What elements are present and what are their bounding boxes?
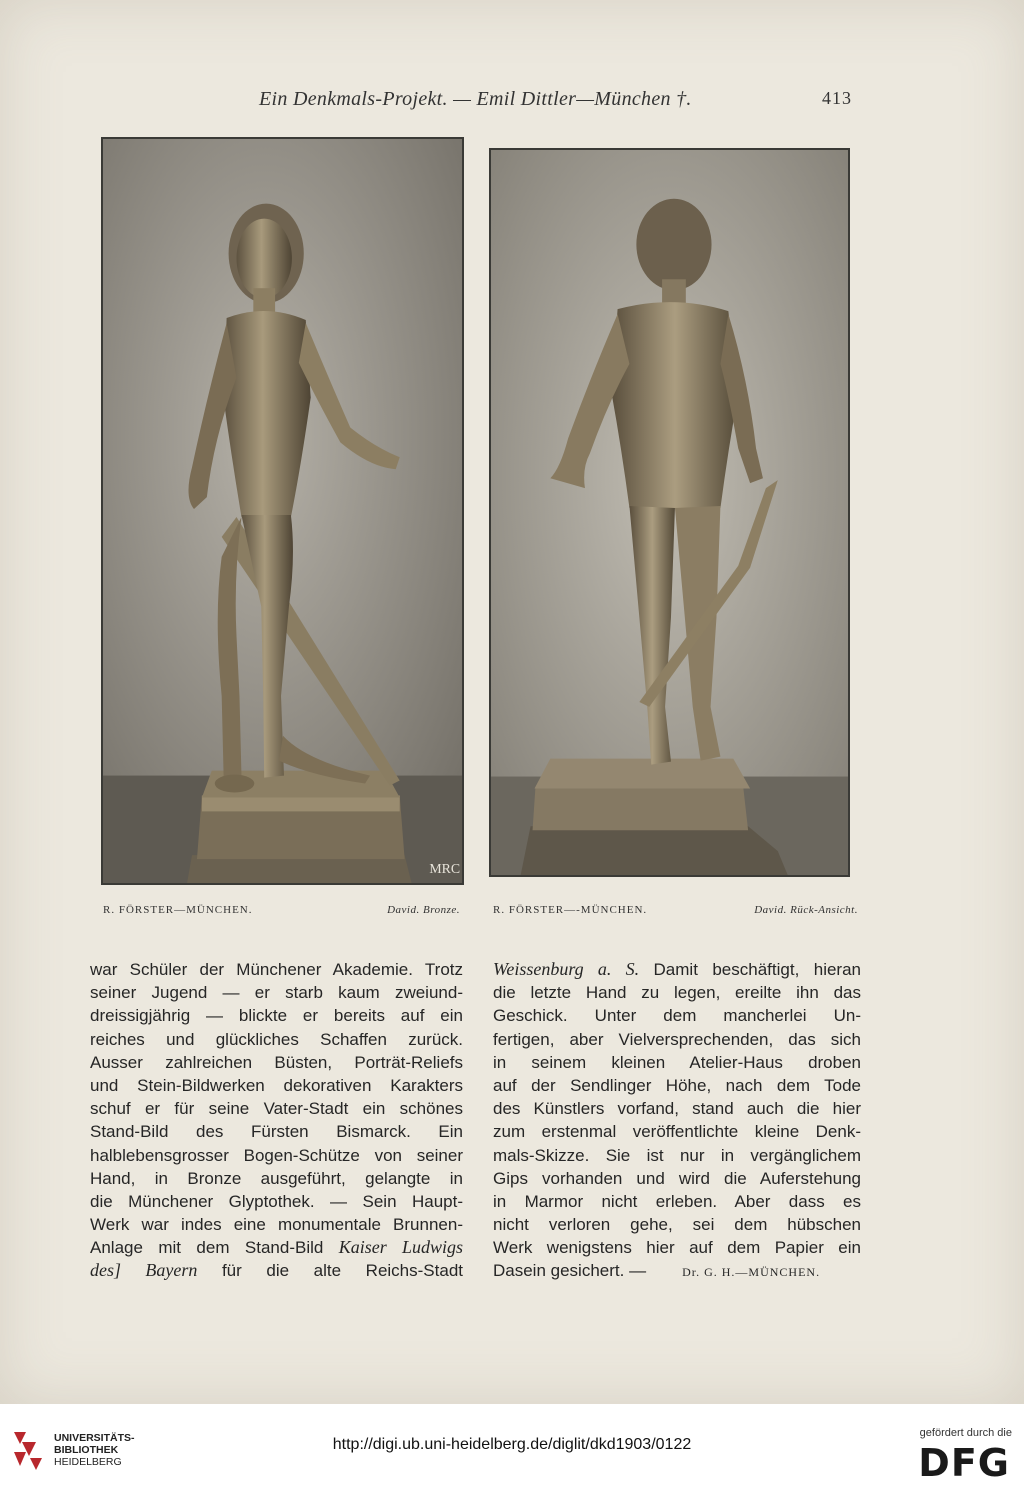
text-line: Stand-Bild des Fürsten Bismarck. Ein: [90, 1122, 463, 1142]
text-column-left: [90, 958, 463, 1283]
plate-monogram: MRC: [429, 862, 461, 878]
text-line: Ausser zahlreichen Büsten, Porträt-Reliefs: [90, 1052, 463, 1072]
plate-front-view: [101, 137, 464, 885]
text-line: Weissenburg a. S. Damit beschäftigt, hieran: [493, 959, 861, 979]
text-line: seiner Jugend — er starb kaum zweiund-: [90, 983, 463, 1003]
library-name-line1: UNIVERSITÄTS-: [54, 1432, 135, 1444]
author-signature: Dr. G. H.—MÜNCHEN.: [682, 1265, 821, 1280]
text-line: Geschick. Unter dem mancherlei Un-: [493, 1006, 861, 1026]
text-line: Werk war indes eine monumentale Brunnen-: [90, 1215, 463, 1235]
text-line: dreissigjährig — blickte er bereits auf ein: [90, 1006, 463, 1026]
caption-right: [493, 904, 858, 922]
text-line: mals-Skizze. Sie ist nur in vergänglichem: [493, 1145, 861, 1165]
text-line: war Schüler der Münchener Akademie. Trotz: [90, 960, 463, 979]
running-head: [0, 88, 1024, 116]
text-line: Anlage mit dem Stand-Bild Kaiser Ludwigs: [90, 1237, 464, 1258]
text-line: nicht verloren gehe, sei dem hübschen: [493, 1215, 861, 1235]
caption-left: [103, 904, 460, 922]
text-line: des] Bayern für die alte Reichs-Stadt: [90, 1260, 463, 1281]
library-name-line2: BIBLIOTHEK: [54, 1444, 119, 1456]
caption-work: David. Bronze.: [387, 904, 460, 916]
text-line: reiches und glückliches Schaffen zurück.: [90, 1029, 463, 1049]
funded-by-label: gefördert durch die: [919, 1427, 1012, 1439]
text-line: in seinem kleinen Atelier-Haus droben: [493, 1052, 861, 1072]
text-line: auf der Sendlinger Höhe, nach dem Tode: [493, 1075, 861, 1095]
permalink-url[interactable]: http://digi.ub.uni-heidelberg.de/diglit/dkd1903/0122: [332, 1436, 692, 1453]
text-line: die letzte Hand zu legen, ereilte ihn das: [493, 983, 861, 1003]
text-line: zum erstenmal veröffentlichte kleine Denk-: [493, 1122, 861, 1142]
text-line: Hand, in Bronze ausgeführt, gelangte in: [90, 1168, 463, 1188]
library-name-line3: HEIDELBERG: [54, 1456, 122, 1468]
text-line: und Stein-Bildwerken dekorativen Karakters: [90, 1075, 463, 1095]
statue-back-photo: [491, 150, 848, 875]
text-line: Werk wenigstens hier auf dem Papier ein: [493, 1238, 861, 1258]
text-line: halblebensgrosser Bogen-Schütze von seiner: [90, 1145, 463, 1165]
plate-back-view: [489, 148, 850, 877]
dfg-logo[interactable]: DFG: [918, 1441, 1010, 1485]
text-line: des Künstlers vorfand, stand auch die hier: [493, 1099, 861, 1119]
text-line: die Münchener Glyptothek. — Sein Haupt-: [90, 1191, 463, 1211]
page-number: 413: [822, 88, 852, 108]
caption-artist: R. FÖRSTER—-MÜNCHEN.: [493, 904, 648, 916]
text-line: schuf er für seine Vater-Stadt ein schönes: [90, 1099, 463, 1119]
text-line: Dasein gesichert. — Dr. G. H.—MÜNCHEN.: [493, 1261, 821, 1281]
caption-artist: R. FÖRSTER—MÜNCHEN.: [103, 904, 253, 916]
text-line: in Marmor nicht erleben. Aber dass es: [493, 1191, 861, 1211]
text-column-right: [493, 958, 861, 1283]
statue-front-photo: [103, 139, 462, 883]
running-head-title: Ein Denkmals-Projekt. — Emil Dittler—München †.: [259, 88, 692, 110]
caption-work: David. Rück-Ansicht.: [754, 904, 858, 916]
text-line: fertigen, aber Vielversprechenden, das sich: [493, 1029, 861, 1049]
text-line: Gips vorhanden und wird die Auferstehung: [493, 1168, 861, 1188]
